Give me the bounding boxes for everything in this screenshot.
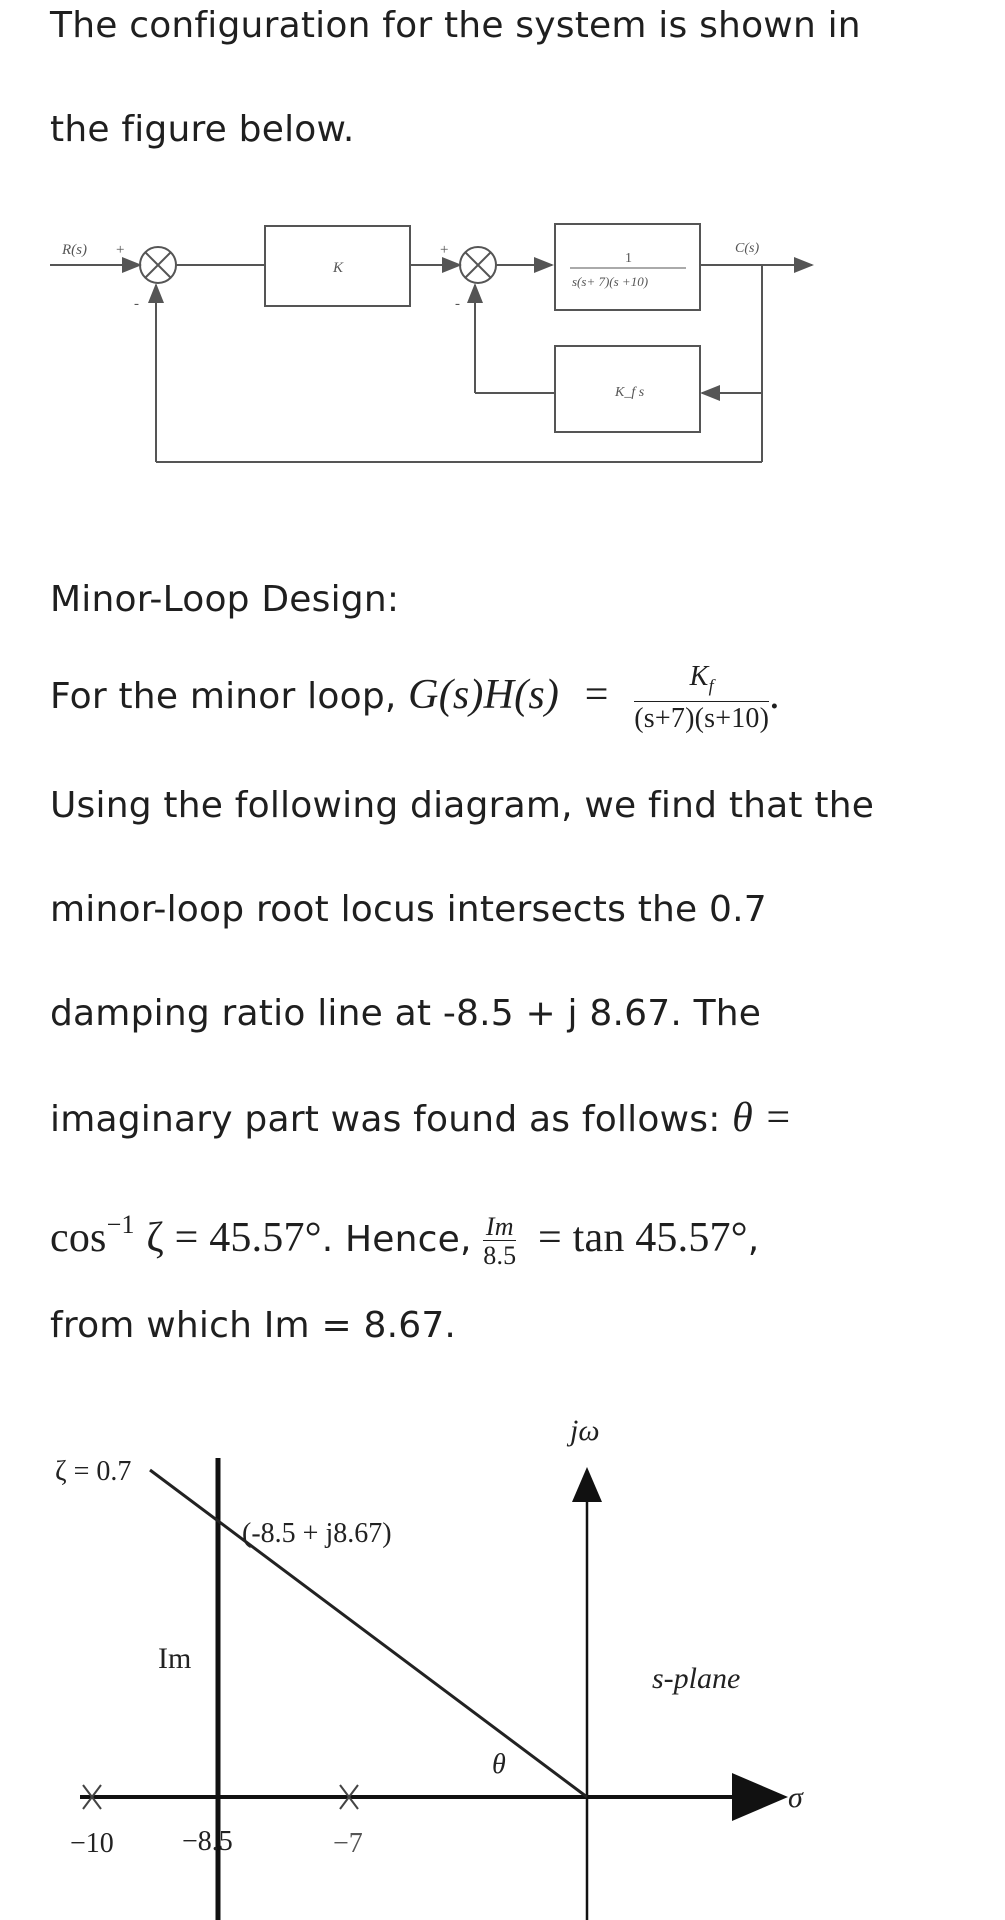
intro-line-2: the figure below. <box>50 109 355 150</box>
theta-equals: θ = <box>732 1095 793 1141</box>
tan-comma: , <box>747 1219 760 1260</box>
tick-neg8-5: −8.5 <box>182 1826 233 1857</box>
output-label: C(s) <box>735 241 760 256</box>
im-num: Im <box>485 1211 514 1241</box>
jw-label: jω <box>570 1414 600 1447</box>
body-line-a: Using the following diagram, we find that the <box>50 785 875 826</box>
gh-equals: = <box>584 672 609 718</box>
theta-label: θ <box>492 1749 506 1780</box>
sum2-minus: - <box>455 296 460 312</box>
gh-num-sub: f <box>708 675 714 696</box>
sum1-minus: - <box>134 296 139 312</box>
s-plane-diagram <box>0 1400 1005 1920</box>
open-loop-tf-line <box>50 660 780 734</box>
cos-line <box>50 1190 760 1270</box>
body-line-d <box>50 1095 793 1141</box>
tick-neg10: −10 <box>70 1828 114 1859</box>
gh-prefix: For the minor loop, <box>50 676 409 717</box>
plant-numerator: 1 <box>625 251 632 266</box>
gh-den: (s+7)(s+10) <box>634 702 770 734</box>
body-line-c: damping ratio line at -8.5 + j 8.67. The <box>50 993 762 1034</box>
im-label: Im <box>158 1642 192 1675</box>
im-fraction <box>483 1211 517 1270</box>
tan-value: = tan 45.57° <box>538 1215 748 1261</box>
s-plane-label: s-plane <box>652 1662 741 1695</box>
zeta-label: ζ = 0.7 <box>55 1456 132 1487</box>
intersection-point-label: (-8.5 + j8.67) <box>242 1518 392 1549</box>
minor-loop-heading: Minor-Loop Design: <box>50 579 400 620</box>
hence-text: . Hence, <box>321 1219 484 1260</box>
intro-line-1: The configuration for the system is shown in <box>50 5 861 46</box>
input-label: R(s) <box>62 242 87 258</box>
block-diagram <box>0 210 1005 470</box>
sum2-plus: + <box>440 242 449 258</box>
sum1-plus: + <box>116 242 125 258</box>
gh-period: . <box>769 672 780 718</box>
feedback-gain-label: K_f s <box>615 385 645 400</box>
zeta-value: ζ = 45.57° <box>146 1215 322 1261</box>
gain-label: K <box>333 260 344 276</box>
gh-lhs: G(s)H(s) <box>408 672 560 718</box>
sigma-label: σ <box>788 1781 803 1814</box>
gh-fraction <box>634 662 769 734</box>
body-line-b: minor-loop root locus intersects the 0.7 <box>50 889 767 930</box>
body-line-f: from which Im = 8.67. <box>50 1305 457 1346</box>
tick-neg7: −7 <box>333 1828 363 1859</box>
im-den: 8.5 <box>483 1240 517 1270</box>
body-line-d-text: imaginary part was found as follows: <box>50 1099 733 1140</box>
cos-func: cos <box>50 1215 107 1261</box>
plant-denominator: s(s+ 7)(s +10) <box>572 274 649 289</box>
gh-num: K <box>689 661 709 693</box>
cos-sup: −1 <box>106 1210 135 1239</box>
